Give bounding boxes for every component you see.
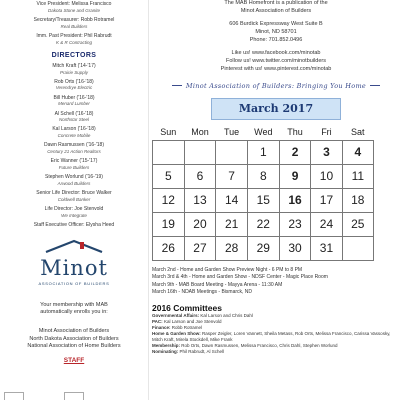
person-entry <box>0 191 148 202</box>
logo-wordmark: Minot <box>40 255 108 280</box>
publication-info <box>152 0 400 74</box>
banner <box>152 82 400 90</box>
footer-logos <box>4 392 84 400</box>
publication-line: The MAB Homefront is a publication of the <box>224 0 328 6</box>
calendar-day-cell: 30 <box>279 236 311 260</box>
staff-heading: STAFF <box>63 357 85 365</box>
committee-members: Robb Rotramel <box>171 324 203 330</box>
person-name: Kal Larson ('16-'18) <box>52 126 96 133</box>
person-entry <box>0 112 148 123</box>
committee-members: Rasper Zeigler, Loren Vannett, Sheila Metass, Rob Orts, Melissa Francisco, Carissa Vassosky, Mitch Kraft, Mirela Stockdell, Mike Frank <box>152 330 391 342</box>
calendar-day-cell: 8 <box>247 164 279 188</box>
banner-text: Minot Association of Builders: Bringing You Home <box>185 81 367 90</box>
calendar-week-row <box>153 164 374 188</box>
event-item: March 3rd & 4th - Home and Garden Show - NDSF Center - Magic Place Room <box>152 274 328 281</box>
associations-list <box>0 328 148 351</box>
calendar-day-header: Sat <box>351 126 365 137</box>
committee-members: Phil Rabrudt, Al Schell <box>179 349 225 355</box>
calendar-week-row <box>153 188 374 212</box>
directors-heading: DIRECTORS <box>51 51 97 59</box>
calendar-day-cell: 17 <box>311 188 342 212</box>
calendar-day-cell: 12 <box>153 188 185 212</box>
calendar-day-cell: 19 <box>153 212 185 236</box>
publication-line: Phone: 701.852.0496 <box>249 36 303 43</box>
person-entry <box>0 207 148 218</box>
calendar-day-cell: 22 <box>247 212 279 236</box>
person-company: Dakota Stone and Granite <box>47 7 101 13</box>
calendar-day-header: Thu <box>287 126 303 137</box>
calendar-week-row <box>153 212 374 236</box>
calendar-day-header: Sun <box>160 126 177 137</box>
membership-text-line: Your membership with MAB <box>40 301 108 308</box>
calendar-day-cell: 31 <box>311 236 342 260</box>
person-name: Stephen Worlund ('16-'19) <box>45 174 103 181</box>
calendar-body <box>153 140 374 260</box>
calendar-day-cell: 18 <box>342 188 373 212</box>
banner-rule-left <box>172 85 182 86</box>
officers-list <box>0 2 148 45</box>
person-name: Life Director: Joe Stenvold <box>44 206 104 213</box>
committee-row <box>152 349 400 355</box>
calendar-header-row <box>153 124 374 141</box>
committee-members: Rob Orts, Dawn Rasmussen, Melissa Francisco, Chris Dahl, Stephen Worlund <box>181 343 338 349</box>
publication-line: Minot Association of Builders <box>240 7 312 14</box>
person-company: Real Builders <box>60 23 88 29</box>
calendar-day-cell: 25 <box>342 212 373 236</box>
publication-line: Follow us! www.twitter.com/minotbuilders <box>226 57 326 64</box>
association-item: Minot Association of Builders <box>38 328 110 335</box>
calendar-day-header: Tue <box>224 126 240 137</box>
person-company: Northstar Steel <box>58 117 89 123</box>
left-sidebar <box>0 0 149 400</box>
calendar-day-cell: 20 <box>184 212 216 236</box>
publication-line: 606 Burdick Expressway West Suite B <box>229 20 323 27</box>
person-company: Arwood Builders <box>57 180 91 186</box>
committee-label: Nominating: <box>152 349 179 355</box>
calendar-day-cell: 15 <box>247 188 279 212</box>
directors-list <box>0 64 148 229</box>
house-roof-icon <box>44 239 104 253</box>
calendar-day-cell: 21 <box>216 212 247 236</box>
person-name: Eric Wanner ('15-'17) <box>50 158 98 165</box>
person-entry <box>0 175 148 186</box>
calendar-day-cell: 28 <box>216 236 247 260</box>
footer-logo-box <box>4 392 24 400</box>
calendar-day-cell <box>216 140 247 164</box>
calendar-day-cell: 27 <box>184 236 216 260</box>
calendar-day-cell: 9 <box>279 164 311 188</box>
committees-heading: 2016 Committees <box>152 302 222 313</box>
calendar-day-cell: 29 <box>247 236 279 260</box>
calendar-day-header: Wed <box>254 126 273 137</box>
person-company: We Integrate <box>61 212 87 218</box>
person-entry <box>0 2 148 13</box>
calendar-day-cell <box>153 140 185 164</box>
association-item: North Dakota Association of Builders <box>29 335 119 342</box>
person-name: Mitch Kraft ('14-'17) <box>52 62 96 69</box>
calendar-day-cell: 4 <box>342 140 373 164</box>
calendar-day-cell: 7 <box>216 164 247 188</box>
minot-logo <box>0 239 148 286</box>
event-item: March 2nd - Home and Garden Show Preview Night - 6 PM to 8 PM <box>152 266 303 273</box>
publication-line: Like us! www.facebook.com/minotab <box>231 49 321 56</box>
banner-rule-right <box>370 85 380 86</box>
person-company: Verendrye Electric <box>55 85 93 91</box>
person-name: Secretary/Treasurer: Robb Rotramel <box>33 16 115 23</box>
calendar-day-cell: 10 <box>311 164 342 188</box>
person-company: Coldwell Banker <box>57 196 91 202</box>
person-name: Staff Executive Officer: Elysha Heed <box>33 221 115 228</box>
publication-line: Pinterest with us! www.pinterest.com/minotab <box>220 65 332 72</box>
person-entry <box>0 18 148 29</box>
person-entry <box>0 223 148 229</box>
committee-label: Governmental Affairs: <box>152 312 200 318</box>
footer-logo-box <box>64 392 84 400</box>
calendar-day-cell <box>184 140 216 164</box>
membership-text-line: automatically enrolls you in: <box>40 308 108 315</box>
calendar-day-header: Fri <box>321 126 332 137</box>
calendar-day-cell: 14 <box>216 188 247 212</box>
committee-members: Kal Larson and Chris Dahl <box>200 312 253 318</box>
committee-row <box>152 331 400 343</box>
calendar-day-cell: 16 <box>279 188 311 212</box>
logo-tagline: ASSOCIATION OF BUILDERS <box>38 280 110 286</box>
calendar-day-cell: 11 <box>342 164 373 188</box>
person-company: Century 21 Action Realtors <box>47 149 101 155</box>
main-content <box>152 0 400 400</box>
calendar-day-cell: 26 <box>153 236 185 260</box>
calendar-day-cell: 5 <box>153 164 185 188</box>
committee-label: PAC: <box>152 318 163 324</box>
committee-label: Home & Garden Show: <box>152 330 201 336</box>
calendar-grid <box>152 124 374 261</box>
event-item: March 9th - MAB Board Meeting - Mayya Arena - 11:30 AM <box>152 281 283 288</box>
person-entry <box>0 159 148 170</box>
person-company: Menard Lumber <box>58 101 90 107</box>
calendar-day-cell: 3 <box>311 140 342 164</box>
events-list <box>152 267 400 297</box>
calendar-day-cell: 2 <box>279 140 311 164</box>
person-entry <box>0 96 148 107</box>
person-name: Imm. Past President: Phil Rabrudt <box>36 32 112 39</box>
calendar-day-cell: 6 <box>184 164 216 188</box>
committee-members: Kal Larson and Joe Stenvold <box>163 318 222 324</box>
person-company: Concrete Mobile <box>57 133 91 139</box>
calendar-week-row <box>153 140 374 164</box>
person-company: K & R Contracting <box>55 39 92 45</box>
person-name: Rob Orts ('16-'18) <box>54 78 94 85</box>
event-item: March 16th - NDAB Meetings - Bismarck, ND <box>152 289 253 296</box>
person-name: Al Schell ('16-'18) <box>54 110 94 117</box>
calendar-week-row <box>153 236 374 260</box>
person-entry <box>0 127 148 138</box>
calendar-day-cell: 24 <box>311 212 342 236</box>
person-name: Senior Life Director: Bruce Walker <box>36 190 112 197</box>
person-name: Bill Huber ('16-'18) <box>53 94 95 101</box>
person-entry <box>0 64 148 75</box>
committee-label: Finance: <box>152 324 171 330</box>
association-item: National Association of Home Builders <box>27 343 121 350</box>
calendar-day-cell: 1 <box>247 140 279 164</box>
person-entry <box>0 80 148 91</box>
calendar-day-cell <box>342 236 373 260</box>
person-entry <box>0 143 148 154</box>
committee-label: Membership: <box>152 343 181 349</box>
calendar-day-cell: 23 <box>279 212 311 236</box>
person-name: Vice President: Melissa Francisco <box>36 1 112 7</box>
committees-list <box>152 313 400 355</box>
publication-line: Minot, ND 58701 <box>255 28 297 35</box>
person-name: Dawn Rasmussen ('16-'18) <box>44 142 104 149</box>
calendar-title: March 2017 <box>211 98 341 120</box>
person-company: Prairie Supply <box>59 69 88 75</box>
membership-text <box>0 302 148 316</box>
calendar-day-cell: 13 <box>184 188 216 212</box>
person-company: Future Builders <box>58 165 90 171</box>
person-entry <box>0 34 148 45</box>
calendar-day-header: Mon <box>191 126 209 137</box>
